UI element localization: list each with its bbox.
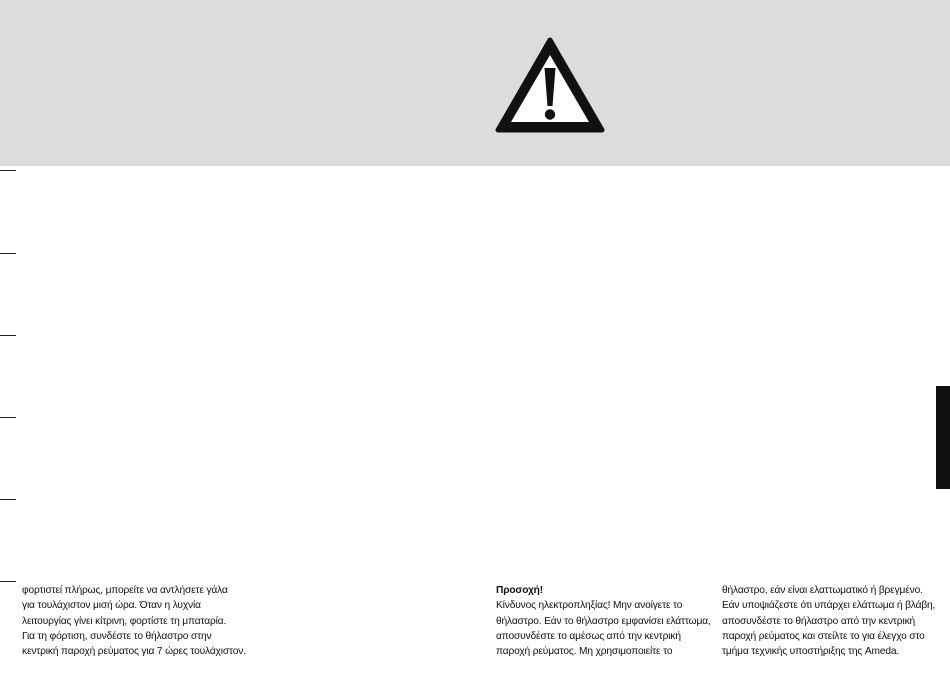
- text-line: Κίνδυνος ηλεκτροπληξίας! Μην ανοίγετε το: [496, 600, 683, 612]
- section-side-tab: [936, 386, 950, 489]
- caution-text: [496, 583, 711, 659]
- text-line: για τουλάχιστον μισή ώρα. Όταν η λυχνία: [22, 600, 201, 612]
- text-line: αποσυνδέστε το θήλαστρο από την κεντρική: [722, 615, 916, 627]
- text-line: φορτιστεί πλήρως, μπορείτε να αντλήσετε γάλα: [22, 585, 228, 596]
- text-line: θήλαστρο, εάν είναι ελαττωματικό ή βρεγμένο.: [722, 585, 923, 596]
- text-line: παροχή ρεύματος. Μη χρησιμοποιείτε το: [496, 646, 673, 658]
- caution-text-continued: [722, 583, 935, 659]
- margin-mark: [0, 335, 16, 336]
- text-line: παροχή ρεύματος και στείλτε το για έλεγχο στο: [722, 630, 925, 642]
- text-line: θήλαστρο. Εάν το θήλαστρο εμφανίσει ελάττωμα,: [496, 615, 711, 627]
- text-line: λειτουργίας γίνει κίτρινη, φορτίστε τη μπαταρία.: [22, 615, 227, 627]
- warning-triangle-icon: [494, 36, 606, 136]
- text-line: τμήμα τεχνικής υποστήριξης της Ameda.: [722, 646, 900, 658]
- text-line: Εάν υποψιάζεστε ότι υπάρχει ελάττωμα ή βλάβη,: [722, 600, 936, 612]
- margin-mark: [0, 499, 16, 500]
- margin-mark: [0, 170, 16, 171]
- text-line: κεντρική παροχή ρεύματος για 7 ώρες τουλάχιστον.: [22, 646, 246, 658]
- text-line: αποσυνδέστε το αμέσως από την κεντρική: [496, 630, 681, 642]
- charging-instructions-text: [22, 583, 246, 659]
- margin-mark: [0, 581, 16, 582]
- margin-mark: [0, 253, 16, 254]
- caution-heading: Προσοχή!: [496, 585, 543, 596]
- text-line: Για τη φόρτιση, συνδέστε το θήλαστρο στην: [22, 630, 212, 642]
- header-band: [0, 0, 950, 166]
- margin-mark: [0, 417, 16, 418]
